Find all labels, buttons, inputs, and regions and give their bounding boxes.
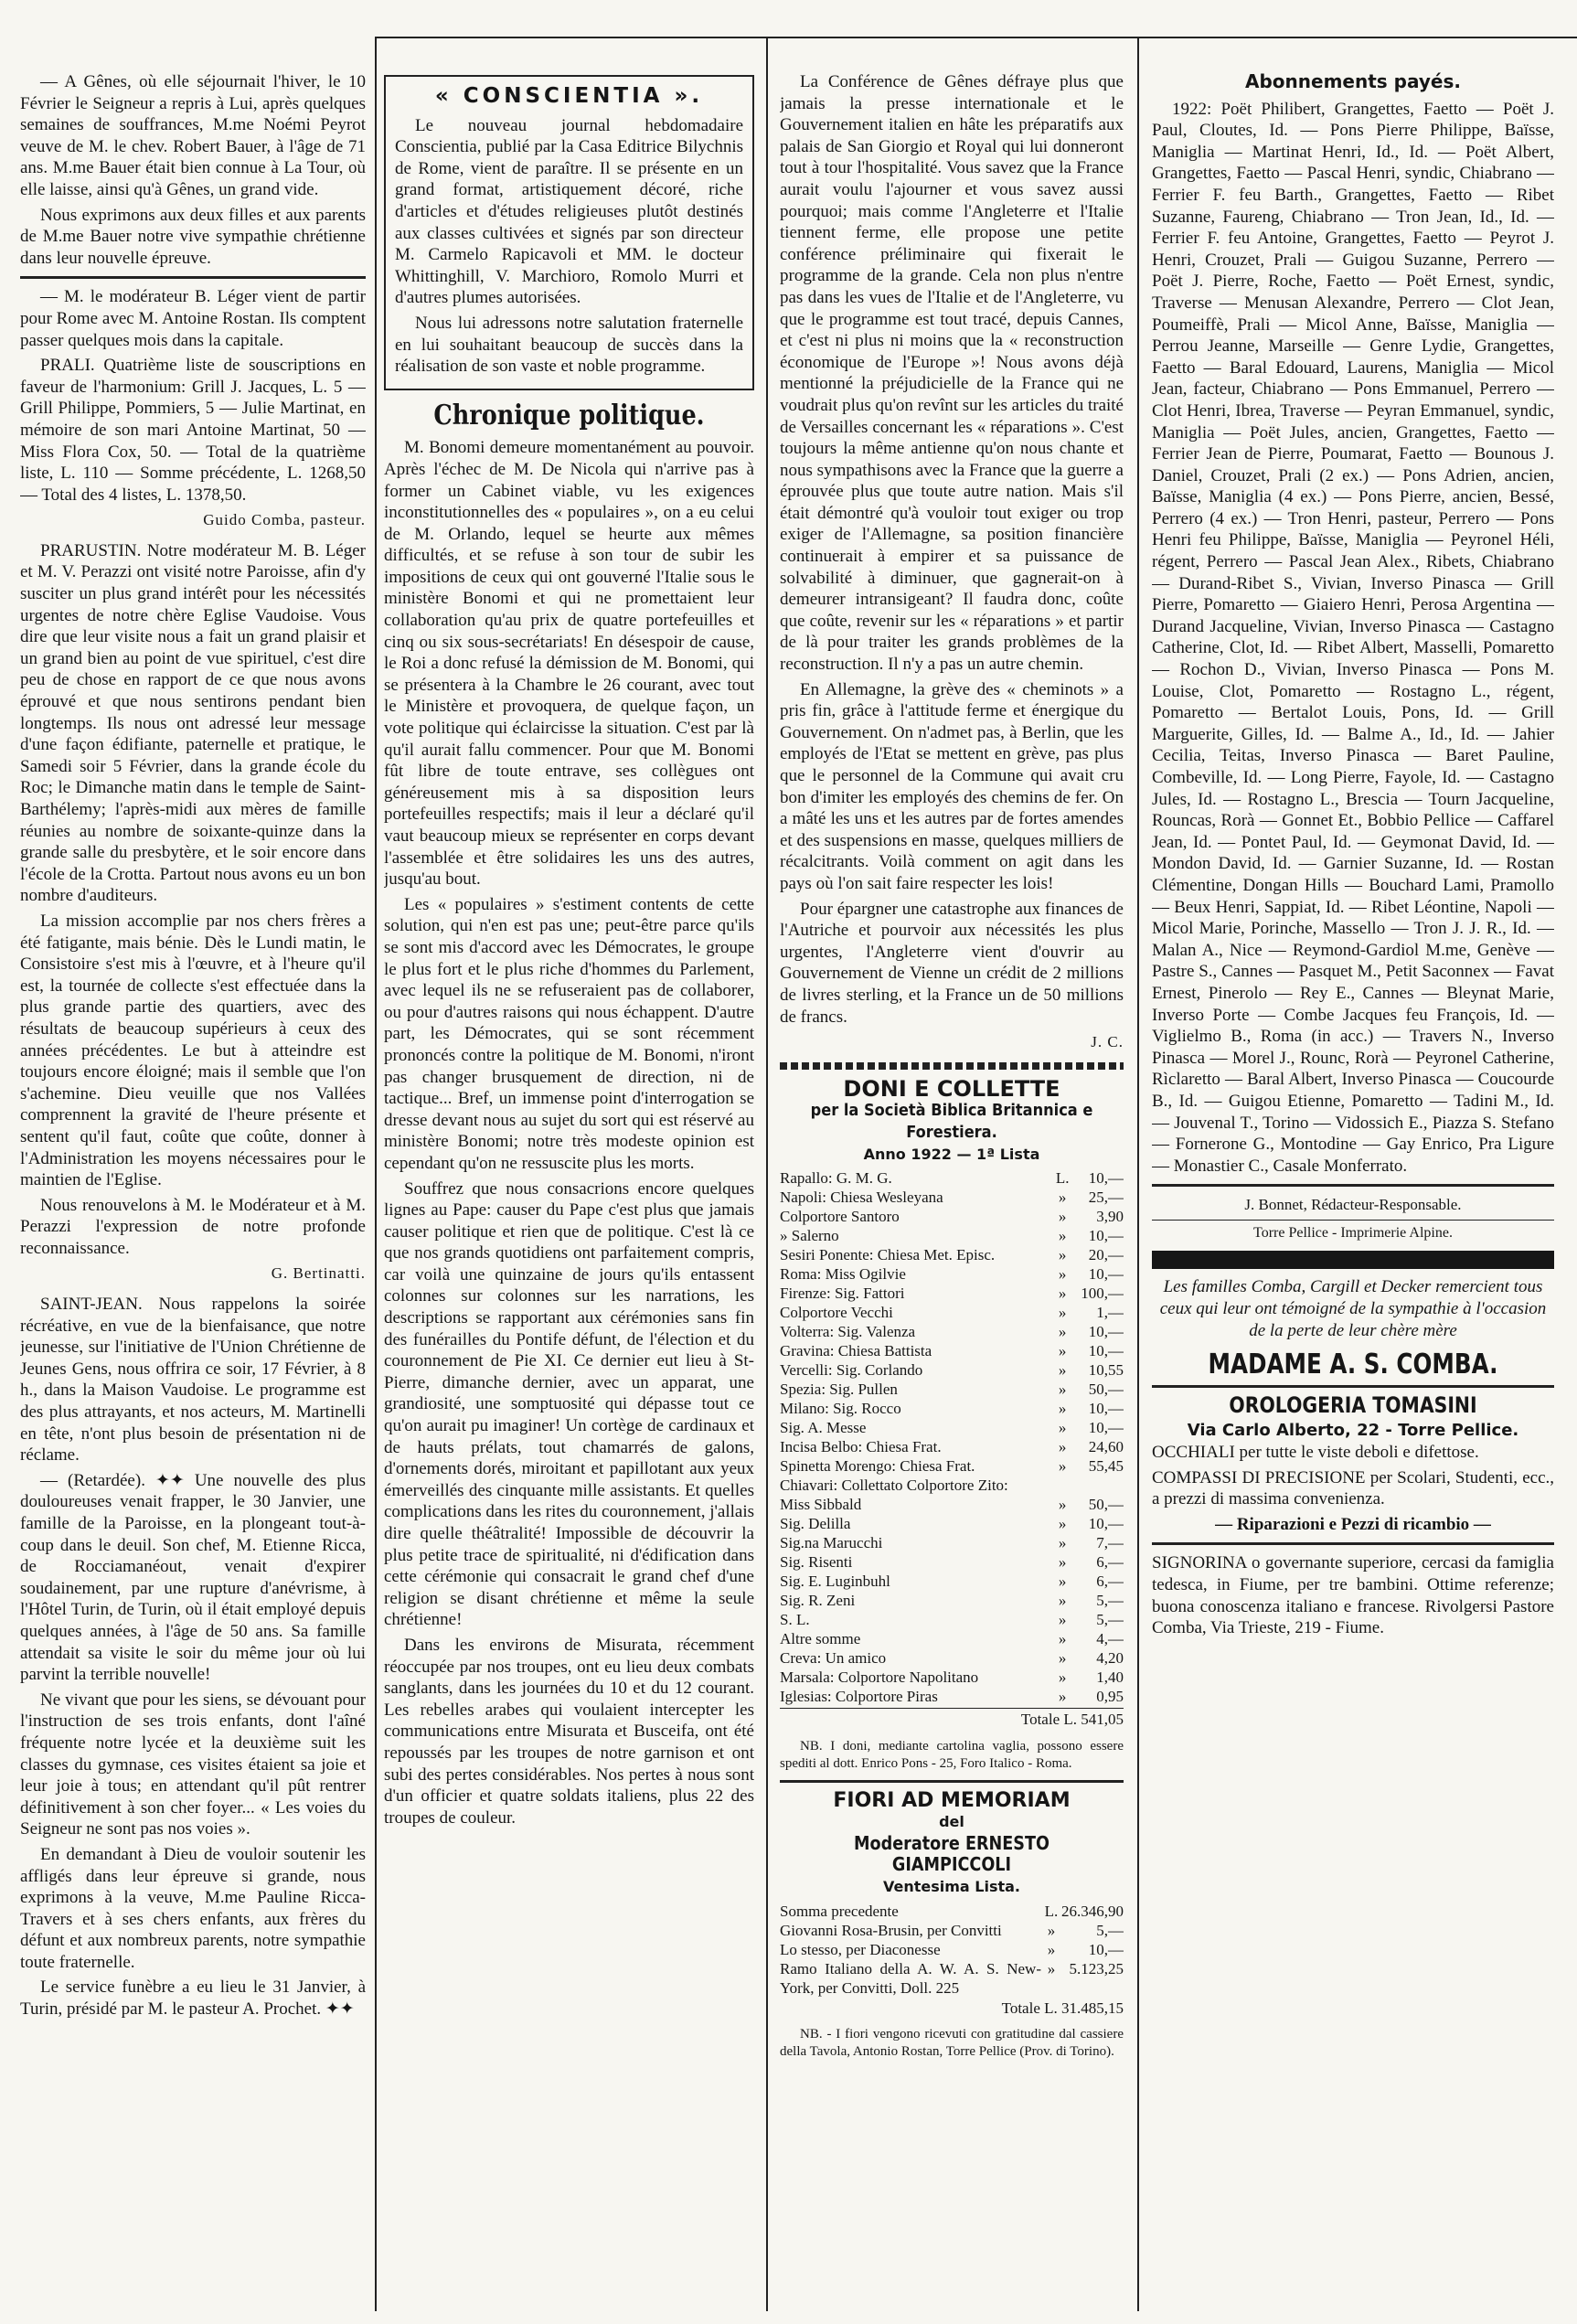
printer-line: Torre Pellice - Imprimerie Alpine. — [1152, 1220, 1554, 1244]
entry-label: Sig. A. Messe — [780, 1419, 867, 1437]
editor-line: J. Bonnet, Rédacteur-Responsable. — [1244, 1196, 1462, 1214]
entry-label: Incisa Belbo: Chiesa Frat. — [780, 1438, 942, 1456]
entry-label: Firenze: Sig. Fattori — [780, 1285, 905, 1303]
currency: » — [1047, 1921, 1056, 1939]
entry-label: Miss Sibbald — [780, 1496, 862, 1514]
currency: » — [1058, 1457, 1067, 1476]
entry-label: Sig.na Marucchi — [780, 1534, 883, 1552]
doni-subtitle: per la Società Biblica Britannica e Forestiera. — [810, 1101, 1093, 1142]
thanks-notice: Les familles Comba, Cargill et Decker remercient tous ceux qui leur ont témoigné de la sympathie à l'occasion de la perte de leur chère mère — [1159, 1277, 1547, 1340]
paragraph: M. Bonomi demeure momentanément au pouvoir. Après l'échec de M. De Nicola qui n'arrive pas à former un Cabinet viable, vu les exigences inconstitutionnelles des « populaires », on a eu celui de M. Orlando, lequel se heurte aux mêmes difficultés, et se refuse à son tour de subir les impositions de ceux qui ont gouverné l'Italie sous le ministère Bonomi et qui ne promettaient leur collaboration qu'au prix de quatre portefeuilles et cinq ou six sous-secrétariats! En désespoir de cause, le Roi a donc refusé la démission de M. Bonomi, qui se présentera à la Chambre le 26 courant, avec tout le Ministère et provoquera, de quelque façon, un vote politique qui éclaircisse la situation. C'est par là qu'il aurait fallu commencer. Pour que M. Bonomi fût libre de toute entrave, ses collègues ont généreusement mis à sa disposition leurs portefeuilles respectifs; mais il leur a déclaré qu'il vaut beaucoup mieux se représenter en corps devant l'assemblée et être solidaires les uns des autres, jusqu'au bout. — [384, 438, 754, 890]
table-row — [780, 1360, 1124, 1380]
table-row — [780, 1476, 1124, 1495]
column-rule — [766, 37, 768, 2311]
paragraph: Le service funèbre a eu lieu le 31 Janvier, à Turin, présidé par M. le pasteur A. Prochet. ✦✦ — [20, 1978, 366, 2020]
column-2 — [384, 71, 754, 2302]
entry-label: S. L. — [780, 1611, 810, 1629]
ad-compassi: COMPASSI DI PRECISIONE per Scolari, Studenti, ecc., a prezzi di massima convenienza. — [1152, 1467, 1554, 1509]
currency: » — [1058, 1572, 1067, 1591]
conscientia-box — [384, 75, 754, 390]
amount: 10,— — [1088, 1265, 1124, 1284]
entry-label: Sig. E. Luginbuhl — [780, 1572, 890, 1591]
abonnements-list: 1922: Poët Philibert, Grangettes, Faetto — Poët J. Paul, Cloutes, Id. — Pons Pierre Philippe, Baïsse, Maniglia — Martinat Henri, Id., Id. — Poët Albert, Grangettes, Faetto — Pascal Henri, syndic, Chiabrano — Ferrier F. feu Barth., Grangettes, Faetto — Ribet Suzanne, Faureng, Chiabrano — Tron Jean, Id., Id. — Ferrier F. feu Antoine, Grangettes, Faetto — Peyrot J. Henri, Crouzet, Prali — Guigou Suzanne, Perrero — Poët J. Pierre, Roche, Faetto — Poët Ernest, syndic, Traverse — Menusan Alexandre, Perrero — Clot Jean, Poumeiffè, Prali — Micol Anne, Baïsse, Maniglia — Perrou Jeanne, Marseille — Genre Lydie, Grangettes, Faetto — Baral Edouard, Laurens, Maniglia — Micol Jean, facteur, Chiabrano — Pons Emmanuel, Perrero — Clot Henri, Ibrea, Traverse — Peyran Emmanuel, syndic, Maniglia — Poët Jules, ancien, Grangettes, Faetto — Ferrier Jean de Pierre, Poumarat, Faetto — Bounous J. Daniel, Crouzet, Prali (2 ex.) — Pons Adrien, ancien, Baïsse, Maniglia (4 ex.) — Pons Pierre, ancien, Bessé, Perrero (4 ex.) — Tron Henri, pasteur, Perrero — Pons Henri feu Philippe, Baïsse, Maniglia — Peyronel Héli, régent, Perrero — Pascal Jean Alex., Ribets, Chiabrano — Durand-Ribet S., Vivian, Inverso Pinasca — Grill Pierre, Pomaretto — Giaiero Henri, Perosa Argentina — Durand Jacqueline, Vivian, Inverso Pinasca — Castagno Catherine, Clot, Id. — Ribet Albert, Masselli, Pomaretto — Rochon D., Vivian, Inverso Pinasca — Pons M. Louise, Clot, Pomaretto — Rostagno L., régent, Pomaretto — Bertalot Louis, Pons, Id. — Grill Marguerite, Gilles, Id. — Balme A., Id., Id. — Jahier Cecilia, Teitas, Inverso Pinasca — Baret Pauline, Combeville, Id. — Long Pierre, Fayole, Id. — Castagno Jules, Id. — Rostagno L., Brescia — Tourn Jacqueline, Rouncas, Rorà — Gonnet Et., Bobbio Pellice — Caffarel Jean, Id. — Pontet Paul, Id. — Geymonat David, Id. — Mondon David, Id. — Garnier Suzanne, Id. — Rostan Clémentine, Dongan Hills — Bouchard Lami, Pramollo — Beux Henri, Sappiat, Id. — Ribet Léontine, Napoli — Micol Marie, Porinche, Massello — Tron J. J. R., Id. — Malan A., Nice — Reymond-Gardiol M.me, Genève — Pastre S., Cannes — Pasquet M., Petit Saconnex — Favat Ernest, Pinerolo — Rey E., Cannes — Bleynat Marie, Inverso Porte — Combe Jacques feu François, Id. — Viglielmo B., Roma (in acc.) — Travers N., Inverso Pinasca — Morel J., Rounc, Rorà — Peyronel Catherine, Rìclaretto — Baral Albert, Inverso Pinasca — Coucourde B., Id. — Guigou Etienne, Pomaretto — Tadini M., Id. — Jouvenal T., Torino — Vidossich E., Piazza S. Stefano — Fornerone G., Montodine — Gay Enrico, Pra Ligure — Monastier C., Casale Monferrato. — [1152, 99, 1554, 1176]
signature: G. Bertinatti. — [271, 1264, 366, 1283]
currency: » — [1058, 1496, 1067, 1514]
table-row — [780, 1207, 1124, 1226]
amount: 100,— — [1081, 1285, 1124, 1303]
amount: 7,— — [1096, 1534, 1124, 1552]
paragraph: Les « populaires » s'estiment contents de cette solution, qui n'en est pas une; peut-être parce qu'ils se sont mis d'accord avec les Démocrates, le groupe le plus fort et le plus riche d'hommes du Parlement, avec lequel ils ne se refuseraient pas de collaborer, ou pour d'autres raisons qui nous échappent. D'autre part, les Démocrates, qui se sont récemment prononcés contre la politique de M. Bonomi, n'iront pas changer brusquement de direction, ni de tactique... Bref, un immense point d'interrogation se dresse devant nous au sujet du sort qui est réservé au ministère Bonomi; notre très modeste opinion est cependant qu'on ne ressuscite plus les morts. — [384, 894, 754, 1173]
table-row — [780, 1341, 1124, 1360]
divider — [1152, 1184, 1554, 1187]
table-row — [780, 1572, 1124, 1591]
currency: » — [1058, 1381, 1067, 1399]
paragraph: Dans les environs de Misurata, récemment réoccupée par nos troupes, ont eu lieu deux combats sanglants, dans les journées du 10 et du 12 courant. Les rebelles arabes qui voulaient intercepter les communications entre Misurata et Busceifa, ont été repoussés par les troupes de notre garnison et ont subi des pertes considérables. Nos pertes à nous sont d'un officier et quatre soldats italiens, plus 22 des troupes de couleur. — [384, 1635, 754, 1828]
table-row — [780, 1456, 1124, 1476]
fiori-del: del — [939, 1813, 964, 1831]
currency: » — [1058, 1227, 1067, 1245]
currency: » — [1058, 1285, 1067, 1303]
currency: » — [1058, 1515, 1067, 1533]
paragraph: La mission accomplie par nos chers frères a été fatigante, mais bénie. Dès le Lundi matin, le Consistoire s'est mis à l'œuvre, et à l'heure qu'il est, la tournée de collecte s'est effectuée dans la plus grande partie des quartiers, avec des résultats de beaucoup supérieurs à ceux des années précédentes. Le but à atteindre est toujours encore éloigné; mais il semble que l'on s'achemine. Dieu veuille que nos Vallées comprennent la gravité de l'heure présente et sentent qu'il faut, coûte que coûte, donner à l'Administration les moyens nécessaires pour le maintien de l'Eglise. — [20, 911, 366, 1190]
ad-occhiali: OCCHIALI per tutte le viste deboli e difettose. — [1152, 1443, 1479, 1463]
divider — [780, 1780, 1124, 1783]
entry-label: Lo stesso, per Diaconesse — [780, 1940, 941, 1958]
ornamental-divider — [780, 1062, 1124, 1070]
table-row — [780, 1245, 1124, 1264]
entry-label: Roma: Miss Ogilvie — [780, 1265, 906, 1284]
amount: 10,— — [1088, 1342, 1124, 1360]
currency: » — [1058, 1611, 1067, 1629]
amount: 3,90 — [1096, 1208, 1124, 1226]
entry-label: Gravina: Chiesa Battista — [780, 1342, 932, 1360]
column-rule — [1137, 37, 1139, 2311]
currency: » — [1058, 1189, 1067, 1207]
fiori-list: Ventesima Lista. — [882, 1878, 1021, 1896]
table-row — [780, 1514, 1124, 1533]
black-bar — [1152, 1251, 1554, 1269]
currency: » — [1058, 1265, 1067, 1284]
currency: » — [1058, 1400, 1067, 1418]
table-row — [780, 1902, 1124, 1921]
entry-label: Colportore Vecchi — [780, 1304, 893, 1322]
entry-label: Vercelli: Sig. Corlando — [780, 1361, 923, 1380]
currency: » — [1058, 1208, 1067, 1226]
amount: 10,— — [1088, 1169, 1124, 1188]
amount: 50,— — [1088, 1496, 1124, 1514]
table-row — [780, 1687, 1124, 1706]
column-4 — [1152, 71, 1554, 2302]
madame-name: MADAME A. S. COMBA. — [1208, 1349, 1498, 1381]
doni-year: Anno 1922 — 1ª Lista — [863, 1145, 1040, 1163]
table-row — [780, 1629, 1124, 1648]
entry-label: Somma precedente — [780, 1902, 899, 1920]
amount: 10,— — [1088, 1419, 1124, 1437]
entry-label: Sesiri Ponente: Chiesa Met. Episc. — [780, 1246, 996, 1264]
paragraph: — M. le modérateur B. Léger vient de partir pour Rome avec M. Antoine Rostan. Ils comptent passer quelques mois dans la capitale. — [20, 287, 366, 350]
currency: » — [1058, 1534, 1067, 1552]
top-rule — [375, 37, 1577, 38]
entry-label: Rapallo: G. M. G. — [780, 1169, 892, 1188]
entry-label: Sig. Risenti — [780, 1553, 853, 1572]
table-row — [780, 1668, 1124, 1687]
currency: » — [1058, 1688, 1067, 1706]
paragraph: — A Gênes, où elle séjournait l'hiver, le 10 Février le Seigneur a repris à Lui, après quelques semaines de souffrances, M.me Noémi Peyrot veuve de M. le chev. Robert Bauer, à l'âge de 71 ans. M.me Bauer était bien connue à La Tour, où elle laisse, ainsi qu'à Gênes, un grand vide. — [20, 72, 366, 199]
doni-table — [780, 1168, 1124, 1706]
amount: 10,— — [1088, 1940, 1124, 1958]
currency — [1052, 1476, 1072, 1495]
paragraph: PRALI. Quatrième liste de souscriptions en faveur de l'harmonium: Grill J. Jacques, L. 5 — Grill Philippe, Pommiers, 5 — Julie Martinat, en mémoire de son mari Antoine Martinat, 50 — Miss Flora Cox, 50. — Total de la quatrième liste, L. 110 — Somme précédente, L. 1268,50 — Total des 4 listes, L. 1378,50. — [20, 356, 366, 505]
column-3 — [780, 71, 1124, 2302]
table-row — [780, 1188, 1124, 1207]
currency: » — [1058, 1592, 1067, 1610]
column-1 — [20, 71, 366, 2302]
table-row — [780, 1437, 1124, 1456]
divider — [1152, 1542, 1554, 1545]
table-row — [780, 1322, 1124, 1341]
divider — [1152, 1385, 1554, 1388]
paragraph: Nous lui adressons notre salutation fraternelle en lui souhaitant beaucoup de succès dans la réalisation de son vaste et noble programme. — [395, 313, 743, 377]
column-rule — [375, 37, 377, 2311]
table-row — [780, 1552, 1124, 1572]
doni-total: Totale L. 541,05 — [780, 1708, 1124, 1731]
paragraph: Ne vivant que pour les siens, se dévouant pour l'instruction de ses trois enfants, dont l'aîné fréquente notre lycée et la deuxième suit les classes du gymnase, ces visites étaient sa joie et leur joie à tous; en attendant qu'il pût rentrer définitivement à son cher foyer... « Les voies du Seigneur ne sont pas nos voies ». — [20, 1690, 366, 1839]
amount: 10,— — [1088, 1227, 1124, 1245]
table-row — [780, 1591, 1124, 1610]
fiori-table — [780, 1902, 1124, 1998]
fiori-note: NB. - I fiori vengono ricevuti con gratitudine dal cassiere della Tavola, Antonio Rostan, Torre Pellice (Prov. di Torino). — [780, 2027, 1124, 2060]
entry-label: Spinetta Morengo: Chiesa Frat. — [780, 1457, 975, 1476]
amount: 4,— — [1096, 1630, 1124, 1648]
paragraph: SAINT-JEAN. Nous rappelons la soirée récréative, en vue de la bienfaisance, que notre jeunesse, sur l'initiative de l'Union Chrétienne de Jeunes Gens, nous offrira ce soir, 17 Février, à 8 h., dans la Maison Vaudoise. Le programme est des plus attrayants, et nos acteurs, M. Martinelli en tête, n'ont plus besoin de présentation ni de réclame. — [20, 1295, 366, 1466]
currency: » — [1058, 1361, 1067, 1380]
entry-label: Altre somme — [780, 1630, 861, 1648]
entry-label: Chiavari: Collettato Colportore Zito: — [780, 1476, 1008, 1495]
table-row — [780, 1940, 1124, 1959]
table-row — [780, 1303, 1124, 1322]
paragraph: Le nouveau journal hebdomadaire Conscientia, publié par la Casa Editrice Bilychnis de Rome, vient de paraître. Il se présente en un grand format, artistiquement décoré, riche d'articles et d'études religieuses plutôt destinés aux classes cultivées et signés par son directeur M. Carmelo Rapicavoli et MM. le docteur Whittinghill, V. Marchioro, Romolo Murri et d'autres plumes autorisées. — [395, 115, 743, 308]
table-row — [780, 1959, 1124, 1998]
abonnements-title: Abonnements payés. — [1245, 71, 1461, 92]
doni-note: NB. I doni, mediante cartolina vaglia, possono essere spediti al dott. Enrico Pons - 25, Foro Italico - Roma. — [780, 1738, 1124, 1771]
paragraph: Nous exprimons aux deux filles et aux parents de M.me Bauer notre vive sympathie chrétienne dans leur nouvelle épreuve. — [20, 205, 366, 268]
amount: 55,45 — [1088, 1457, 1124, 1476]
ad-riparazioni: — Riparazioni e Pezzi di ricambio — — [1215, 1514, 1491, 1534]
amount: 5,— — [1096, 1611, 1124, 1629]
amount: 10,— — [1088, 1323, 1124, 1341]
table-row — [780, 1168, 1124, 1188]
entry-label: Colportore Santoro — [780, 1208, 900, 1226]
amount: 20,— — [1088, 1246, 1124, 1264]
currency: » — [1058, 1553, 1067, 1572]
currency: » — [1047, 1940, 1056, 1958]
entry-label: Napoli: Chiesa Wesleyana — [780, 1189, 943, 1207]
entry-label: Marsala: Colportore Napolitano — [780, 1668, 979, 1687]
amount: 4,20 — [1096, 1649, 1124, 1668]
amount: 5.123,25 — [1069, 1959, 1124, 1978]
section-heading: Chronique politique. — [433, 399, 705, 432]
table-row — [780, 1418, 1124, 1437]
entry-label: Volterra: Sig. Valenza — [780, 1323, 916, 1341]
currency: L. — [1055, 1169, 1070, 1188]
amount: 5,— — [1096, 1592, 1124, 1610]
entry-label: Sig. R. Zeni — [780, 1592, 856, 1610]
currency: L. — [1044, 1902, 1059, 1920]
table-row — [780, 1264, 1124, 1284]
ad-orologeria-address: Via Carlo Alberto, 22 - Torre Pellice. — [1187, 1421, 1519, 1441]
amount: 50,— — [1088, 1381, 1124, 1399]
entry-label: Spezia: Sig. Pullen — [780, 1381, 898, 1399]
currency: » — [1058, 1438, 1067, 1456]
table-row — [780, 1380, 1124, 1399]
entry-label: Giovanni Rosa-Brusin, per Convitti — [780, 1921, 1002, 1939]
amount: 0,95 — [1096, 1688, 1124, 1706]
paragraph: Pour épargner une catastrophe aux finances de l'Autriche et pourvoir aux nécessités les plus urgentes, l'Angleterre vient d'ouvrir au Gouvernement de Vienne un crédit de 2 millions de livres sterling, et la France un de 50 millions de francs. — [780, 899, 1124, 1027]
signature: Guido Comba, pasteur. — [203, 511, 366, 529]
currency: » — [1058, 1323, 1067, 1341]
entry-label: Milano: Sig. Rocco — [780, 1400, 901, 1418]
entry-label: Sig. Delilla — [780, 1515, 851, 1533]
paragraph: — (Retardée). ✦✦ Une nouvelle des plus douloureuses venait frapper, le 30 Janvier, une famille de la Paroisse, en la plongeant tout-à-coup dans le deuil. Son chef, M. Etienne Ricca, de Rocciamanéout, venait d'expirer soudainement, par une rupture d'anévrisme, à l'Hôtel Turin, de Turin, où il était employé depuis quelques années, à l'âge de 50 ans. Sa famille attendait sa visite le soir du même jour où lui parvint la terrible nouvelle! — [20, 1470, 366, 1685]
paragraph: En demandant à Dieu de vouloir soutenir les affligés dans leur épreuve si grande, nous exprimons à la veuve, M.me Pauline Ricca-Travers et à ses chers enfants, aux frères du défunt et aux nombreux parents, notre sympathie toute fraternelle. — [20, 1844, 366, 1972]
paragraph: Souffrez que nous consacrions encore quelques lignes au Pape: causer du Pape c'est plus que jamais causer politique et rien que de politique. C'est là ce que nos grands quotidiens ont parfaitement compris, car voilà une quinzaine de jours qu'ils entassent colonnes sur colonnes sur les narrations, les descriptions se rapportant aux cérémonies sans fin des funérailles du Pontife défunt, de l'élection et du couronnement de Pie XI. Ce dernier eut lieu à St-Pierre, dimanche dernier, avec un apparat, une grandiosité, une somptuosité qui dépasse tout ce qu'on aurait pu imaginer! Un cortège de cardinaux et de hauts prélats, tout chamarrés de galons, d'ornements dorés, miroitant et papillotant aux yeux émerveillés des cinquante mille assistants. Et quelles complications dans les rites du couronnement, j'allais dire quelle théâtralité! Impossible de découvrir la plus petite trace de spiritualité, ni d'édification dans cette cérémonie qui consacrait le grand chef d'une religion se disant chrétienne et même la seule chrétienne! — [384, 1178, 754, 1630]
currency: » — [1047, 1959, 1056, 1978]
amount: 26.346,90 — [1061, 1902, 1124, 1920]
fiori-name: Moderatore ERNESTO GIAMPICCOLI — [854, 1831, 1050, 1876]
currency: » — [1058, 1304, 1067, 1322]
amount: 1,40 — [1096, 1668, 1124, 1687]
amount: 10,— — [1088, 1515, 1124, 1533]
doni-title: DONI E COLLETTE — [843, 1075, 1060, 1102]
amount: 24,60 — [1088, 1438, 1124, 1456]
table-row — [780, 1495, 1124, 1514]
amount: 10,— — [1088, 1400, 1124, 1418]
paragraph: PRARUSTIN. Notre modérateur M. B. Léger et M. V. Perazzi ont visité notre Paroisse, afin d'y susciter un plus grand intérêt pour les nécessités urgentes de notre chère Eglise Vaudoise. Vous dire que leur visite nous a fait un grand plaisir et un grand bien au point de vue spirituel, c'est dire peu de chose en rapport de ce que nous avons éprouvé et que nous sentirons pendant bien longtemps. Ils nous ont adressé leur message d'une façon édifiante, paternelle et pratique, le Samedi soir 5 Février, dans la grande école du Roc; le Dimanche matin dans le temple de Saint-Barthélemy; l'après-midi aux mères de famille réunies au nombre de soixante-quinze dans la grande salle du presbytère, et le soir encore dans l'école de la Crotta. Partout nous avons eu un bon nombre d'auditeurs. — [20, 540, 366, 906]
table-row — [780, 1610, 1124, 1629]
amount: 25,— — [1088, 1189, 1124, 1207]
paragraph: La Conférence de Gênes défraye plus que jamais la presse internationale et le Gouvernement italien en hâte les préparatifs aux palais de San Giorgio et Royal qui lui donneront tout à tour l'hospitalité. Vous savez que la France aurait voulu l'ajourner et vous savez aussi pourquoi; mais comme l'Angleterre et l'Italie tiennent ferme, elle propose une petite conférence préliminaire qui fixerait le programme de la grande. Cela non plus n'entre pas dans les vues de l'Italie et de l'Angleterre, vu que le programme est tout tracé, depuis Cannes, et c'est ni plus ni moins que la « reconstruction économique de l'Europe »! Nous avons déjà mentionné la préjudicielle de la France qui ne voudrait plus qu'on revînt sur les articles du traité de Versailles concernant les « réparations ». C'est toujours la même antienne qu'on nous chante et nous sympathisons avec la France que la guerre a éprouvée plus que toute autre nation. Mais s'il était démontré qu'à vouloir tout exiger ou trop exiger de l'Allemagne, sa position financière continuerait à empirer et sa puissance de solvabilité à diminuer, que gagnerait-on à demeurer intransigeant? Il faudra donc, coûte que coûte, revenir sur les « réparations » et partir de là pour traiter les grands problèmes de la reconstruction. Il n'y a pas un autre chemin. — [780, 72, 1124, 675]
table-row — [780, 1533, 1124, 1552]
ad-signorina: SIGNORINA o governante superiore, cercasi da famiglia tedesca, in Fiume, per tre bambini. Ottime referenze; buona conoscenza italiano e francese. Rivolgersi Pastore Comba, Via Trieste, 219 - Fiume. — [1152, 1553, 1554, 1638]
currency: » — [1058, 1342, 1067, 1360]
currency: » — [1058, 1649, 1067, 1668]
table-row — [780, 1226, 1124, 1245]
amount: 1,— — [1096, 1304, 1124, 1322]
entry-label: Iglesias: Colportore Piras — [780, 1688, 938, 1706]
entry-label: Ramo Italiano della A. W. A. S. New-York, per Convitti, Doll. 225 — [780, 1959, 1041, 1997]
amount: 6,— — [1096, 1572, 1124, 1591]
fiori-title: FIORI AD MEMORIAM — [833, 1788, 1071, 1812]
fiori-total: Totale L. 31.485,15 — [1001, 1999, 1124, 2017]
currency: » — [1058, 1668, 1067, 1687]
amount: 5,— — [1096, 1921, 1124, 1939]
currency: » — [1058, 1419, 1067, 1437]
entry-label: » Salerno — [780, 1227, 839, 1245]
divider — [20, 276, 366, 279]
currency: » — [1058, 1246, 1067, 1264]
currency: » — [1058, 1630, 1067, 1648]
box-title: « CONSCIENTIA ». — [434, 84, 704, 108]
table-row — [780, 1921, 1124, 1940]
amount: 6,— — [1096, 1553, 1124, 1572]
table-row — [780, 1399, 1124, 1418]
entry-label: Creva: Un amico — [780, 1649, 887, 1668]
signature: J. C. — [1091, 1033, 1124, 1051]
amount — [1072, 1476, 1124, 1495]
table-row — [780, 1284, 1124, 1303]
table-row — [780, 1648, 1124, 1668]
paragraph: Nous renouvelons à M. le Modérateur et à M. Perazzi l'expression de notre profonde reconnaissance. — [20, 1195, 366, 1258]
ad-orologeria-title: OROLOGERIA TOMASINI — [1229, 1391, 1477, 1418]
amount: 10,55 — [1088, 1361, 1124, 1380]
paragraph: En Allemagne, la grève des « cheminots » a pris fin, grâce à l'attitude ferme et énergique du Gouvernement. On n'admet pas, à Berlin, que les employés de l'Etat se mettent en grève, pas plus que le personnel de la Commune qui avait cru bon d'imiter les employés des chemins de fer. On a mâté les uns et les autres par de fortes amendes et des suspensions en masse, quelques milliers de récalcitrants. Voilà comment on agit dans les pays où l'on sait faire respecter les lois! — [780, 679, 1124, 893]
